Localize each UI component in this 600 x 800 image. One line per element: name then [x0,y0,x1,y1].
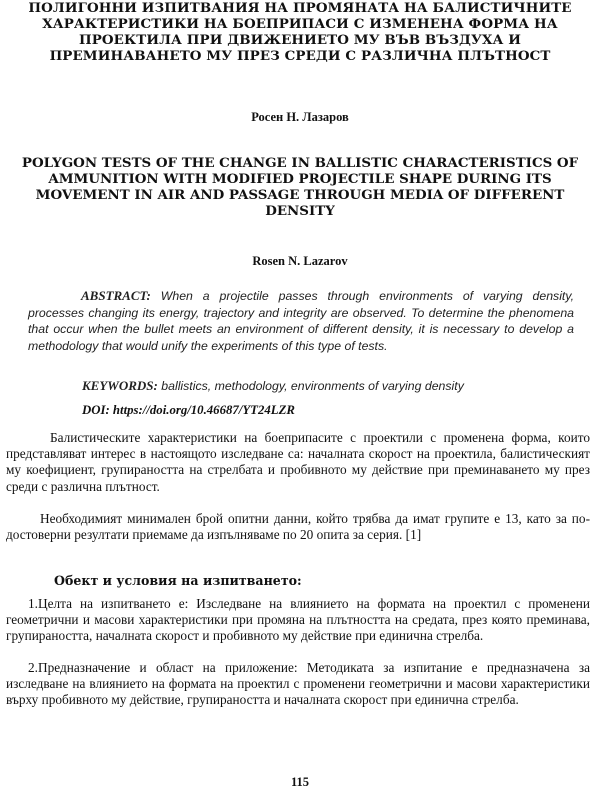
section-heading: Обект и условия на изпитването: [54,573,302,588]
list-item-1 [6,596,590,645]
title-bulgarian: ПОЛИГОННИ ИЗПИТВАНИЯ НА ПРОМЯНАТА НА БАЛИСТИЧНИТЕ ХАРАКТЕРИСТИКИ НА БОЕПРИПАСИ С ИЗМЕНЕНА ФОРМА НА ПРОЕКТИЛА ПРИ ДВИЖЕНИЕТО МУ ВЪВ ВЪЗДУХА И ПРЕМИНАВАНЕТО МУ ПРЕЗ СРЕДИ С РАЗЛИЧНА ПЛЪТНОСТ [28,0,572,64]
doi-link[interactable]: DOI: https://doi.org/10.46687/YT24LZR [82,403,295,417]
list-item-2 [6,660,590,709]
abstract-text: When a projectile passes through environments of varying density, processes changing its energy, trajectory and integrity are observed. To determine the phenomena that occur when the bullet meets an environment of different density, it is necessary to develop a methodology that would unify the experiments of this type of tests. [28,289,574,353]
list-item-text: 2.Предназначение и област на приложение: Методиката за изпитание е предназначена за изследване на влиянието на формата на проектил с променени геометрични и масови характеристики върху пробивното му действие, групираността и началната скорост при единична стрелба. [6,660,590,708]
title-english: POLYGON TESTS OF THE CHANGE IN BALLISTIC CHARACTERISTICS OF AMMUNITION WITH MODIFIED PROJECTILE SHAPE DURING ITS MOVEMENT IN AIR AND PASSAGE THROUGH MEDIA OF DIFFERENT DENSITY [21,155,579,219]
page-number: 115 [290,775,310,789]
body-paragraph-2 [6,511,590,543]
paragraph-text: Балистическите характеристики на боеприпасите с проектили с променена форма, които представляват интерес в настоящото изследване са: началната скорост на проектила, балистическият му коефициент, групираността на стрелбата и пробивното му действие при преминаването му през среди с различна плътност. [6,430,590,494]
keywords [82,378,464,394]
abstract-label: ABSTRACT: [81,288,151,303]
keywords-text: ballistics, methodology, environments of varying density [161,379,464,393]
abstract [28,288,574,354]
body-paragraph-1 [6,430,590,495]
keywords-label: KEYWORDS: [82,378,158,393]
author-english: Rosen N. Lazarov [252,254,348,268]
list-item-text: 1.Целта на изпитването е: Изследване на влиянието на формата на проектил с променени геометрични и масови характеристики при промяна на плътността на средата, през която преминава, групираността, началната скорост и пробивното му действие при единична стрелба. [6,596,590,644]
paragraph-text: Необходимият минимален брой опитни данни, който трябва да имат групите е 13, като за по-достоверни резултати приемаме да изпълняваме по 20 опита за серия. [1] [6,511,590,543]
author-bulgarian: Росен Н. Лазаров [251,110,349,124]
